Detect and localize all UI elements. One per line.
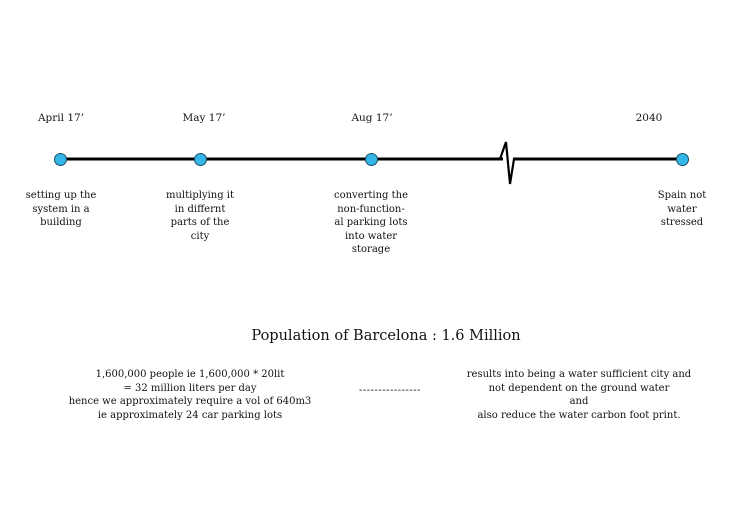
milestone-date: 2040 (635, 112, 663, 124)
description-line: city (190, 230, 210, 242)
description-line: into water (344, 230, 398, 242)
milestone-dot-may (194, 153, 207, 166)
milestone-date: Aug 17’ (351, 112, 393, 124)
description-line: system in a (32, 203, 90, 215)
calculation-line: hence we approximately require a vol of 640m3 (68, 396, 312, 407)
calculation-line: = 32 million liters per day (123, 382, 257, 394)
description-line: al parking lots (334, 217, 408, 228)
calculation-line: 1,600,000 people ie 1,600,000 * 20lit (95, 369, 285, 380)
description-line: storage (351, 244, 391, 255)
result-line: results into being a water sufficient city and (466, 369, 692, 380)
dashed-connector: ---------------- (358, 385, 422, 396)
milestone-description (150, 189, 250, 243)
calculation-line: ie approximately 24 car parking lots (97, 409, 283, 421)
result-block (448, 368, 710, 422)
calculation-block (60, 368, 320, 422)
milestone-dot-2040 (676, 153, 689, 166)
result-line: and (569, 396, 589, 407)
description-line: building (40, 217, 82, 228)
description-line: converting the (333, 190, 409, 201)
result-line: also reduce the water carbon foot print. (477, 409, 681, 421)
milestone-dot-april (54, 153, 67, 166)
milestone-date: May 17’ (182, 112, 226, 124)
description-line: water (667, 203, 697, 215)
milestone-description (321, 189, 421, 257)
description-line: in differnt (174, 203, 226, 215)
description-line: setting up the (25, 190, 97, 201)
result-line: not dependent on the ground water (488, 382, 670, 394)
timeline-break-icon (500, 142, 514, 184)
description-line: parts of the (170, 217, 230, 228)
milestone-description (11, 189, 111, 230)
population-title: Population of Barcelona : 1.6 Million (251, 328, 521, 344)
milestone-date: April 17’ (37, 112, 85, 124)
description-line: multiplying it (165, 190, 235, 201)
milestone-dot-aug (365, 153, 378, 166)
description-line: Spain not (657, 190, 707, 201)
description-line: non-function- (337, 203, 405, 215)
description-line: stressed (660, 217, 704, 228)
milestone-description (632, 189, 730, 230)
